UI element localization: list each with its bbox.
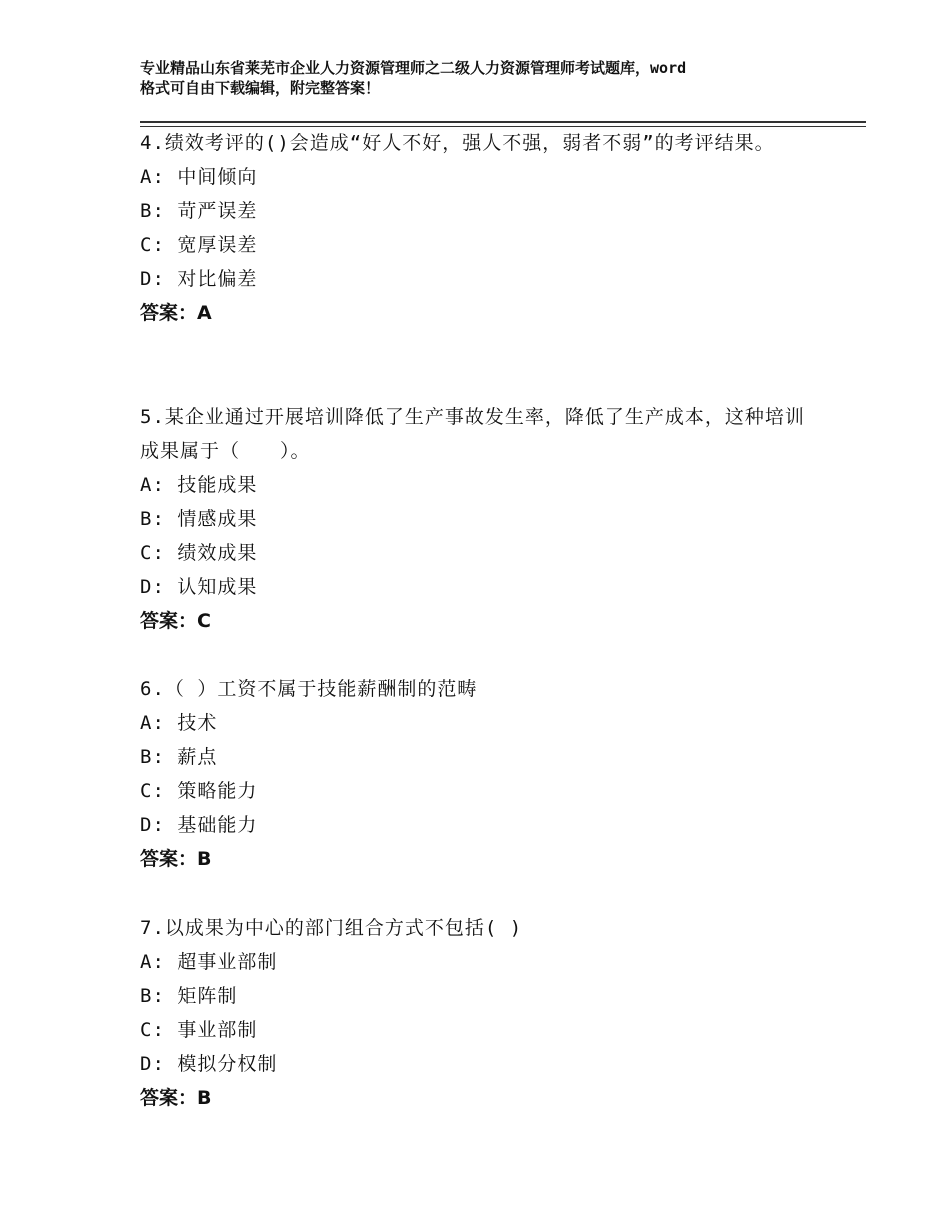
option-a: A: 技能成果 [140,474,258,496]
option-c: C: 事业部制 [140,1019,258,1041]
answer-label: 答案：B [140,1087,212,1109]
option-b: B: 薪点 [140,746,218,768]
question-5 [140,400,820,638]
option-a: A: 中间倾向 [140,166,258,188]
option-c: C: 宽厚误差 [140,234,258,256]
question-6 [140,672,820,876]
option-d: D: 对比偏差 [140,268,258,290]
option-d: D: 模拟分权制 [140,1053,278,1075]
question-7 [140,911,820,1115]
header-line-1: 专业精品山东省莱芜市企业人力资源管理师之二级人力资源管理师考试题库，word [140,59,687,77]
question-stem: 7.以成果为中心的部门组合方式不包括( ) [140,917,523,939]
option-b: B: 矩阵制 [140,985,238,1007]
option-c: C: 绩效成果 [140,542,258,564]
question-stem: 5.某企业通过开展培训降低了生产事故发生率，降低了生产成本，这种培训成果属于（ ）。 [140,406,805,462]
option-b: B: 情感成果 [140,508,258,530]
answer-label: 答案：A [140,302,212,324]
option-c: C: 策略能力 [140,780,258,802]
option-d: D: 认知成果 [140,576,258,598]
option-b: B: 苛严误差 [140,200,258,222]
question-stem: 4.绩效考评的()会造成“好人不好，强人不强，弱者不弱”的考评结果。 [140,132,775,154]
header-line-2: 格式可自由下载编辑，附完整答案！ [140,79,381,97]
header-rule-thick [140,121,866,123]
option-d: D: 基础能力 [140,814,258,836]
answer-label: 答案：C [140,610,211,632]
document-header [140,58,840,98]
question-4 [140,126,820,330]
option-a: A: 超事业部制 [140,951,278,973]
option-a: A: 技术 [140,712,218,734]
answer-label: 答案：B [140,848,212,870]
question-stem: 6.（ ）工资不属于技能薪酬制的范畴 [140,678,478,700]
